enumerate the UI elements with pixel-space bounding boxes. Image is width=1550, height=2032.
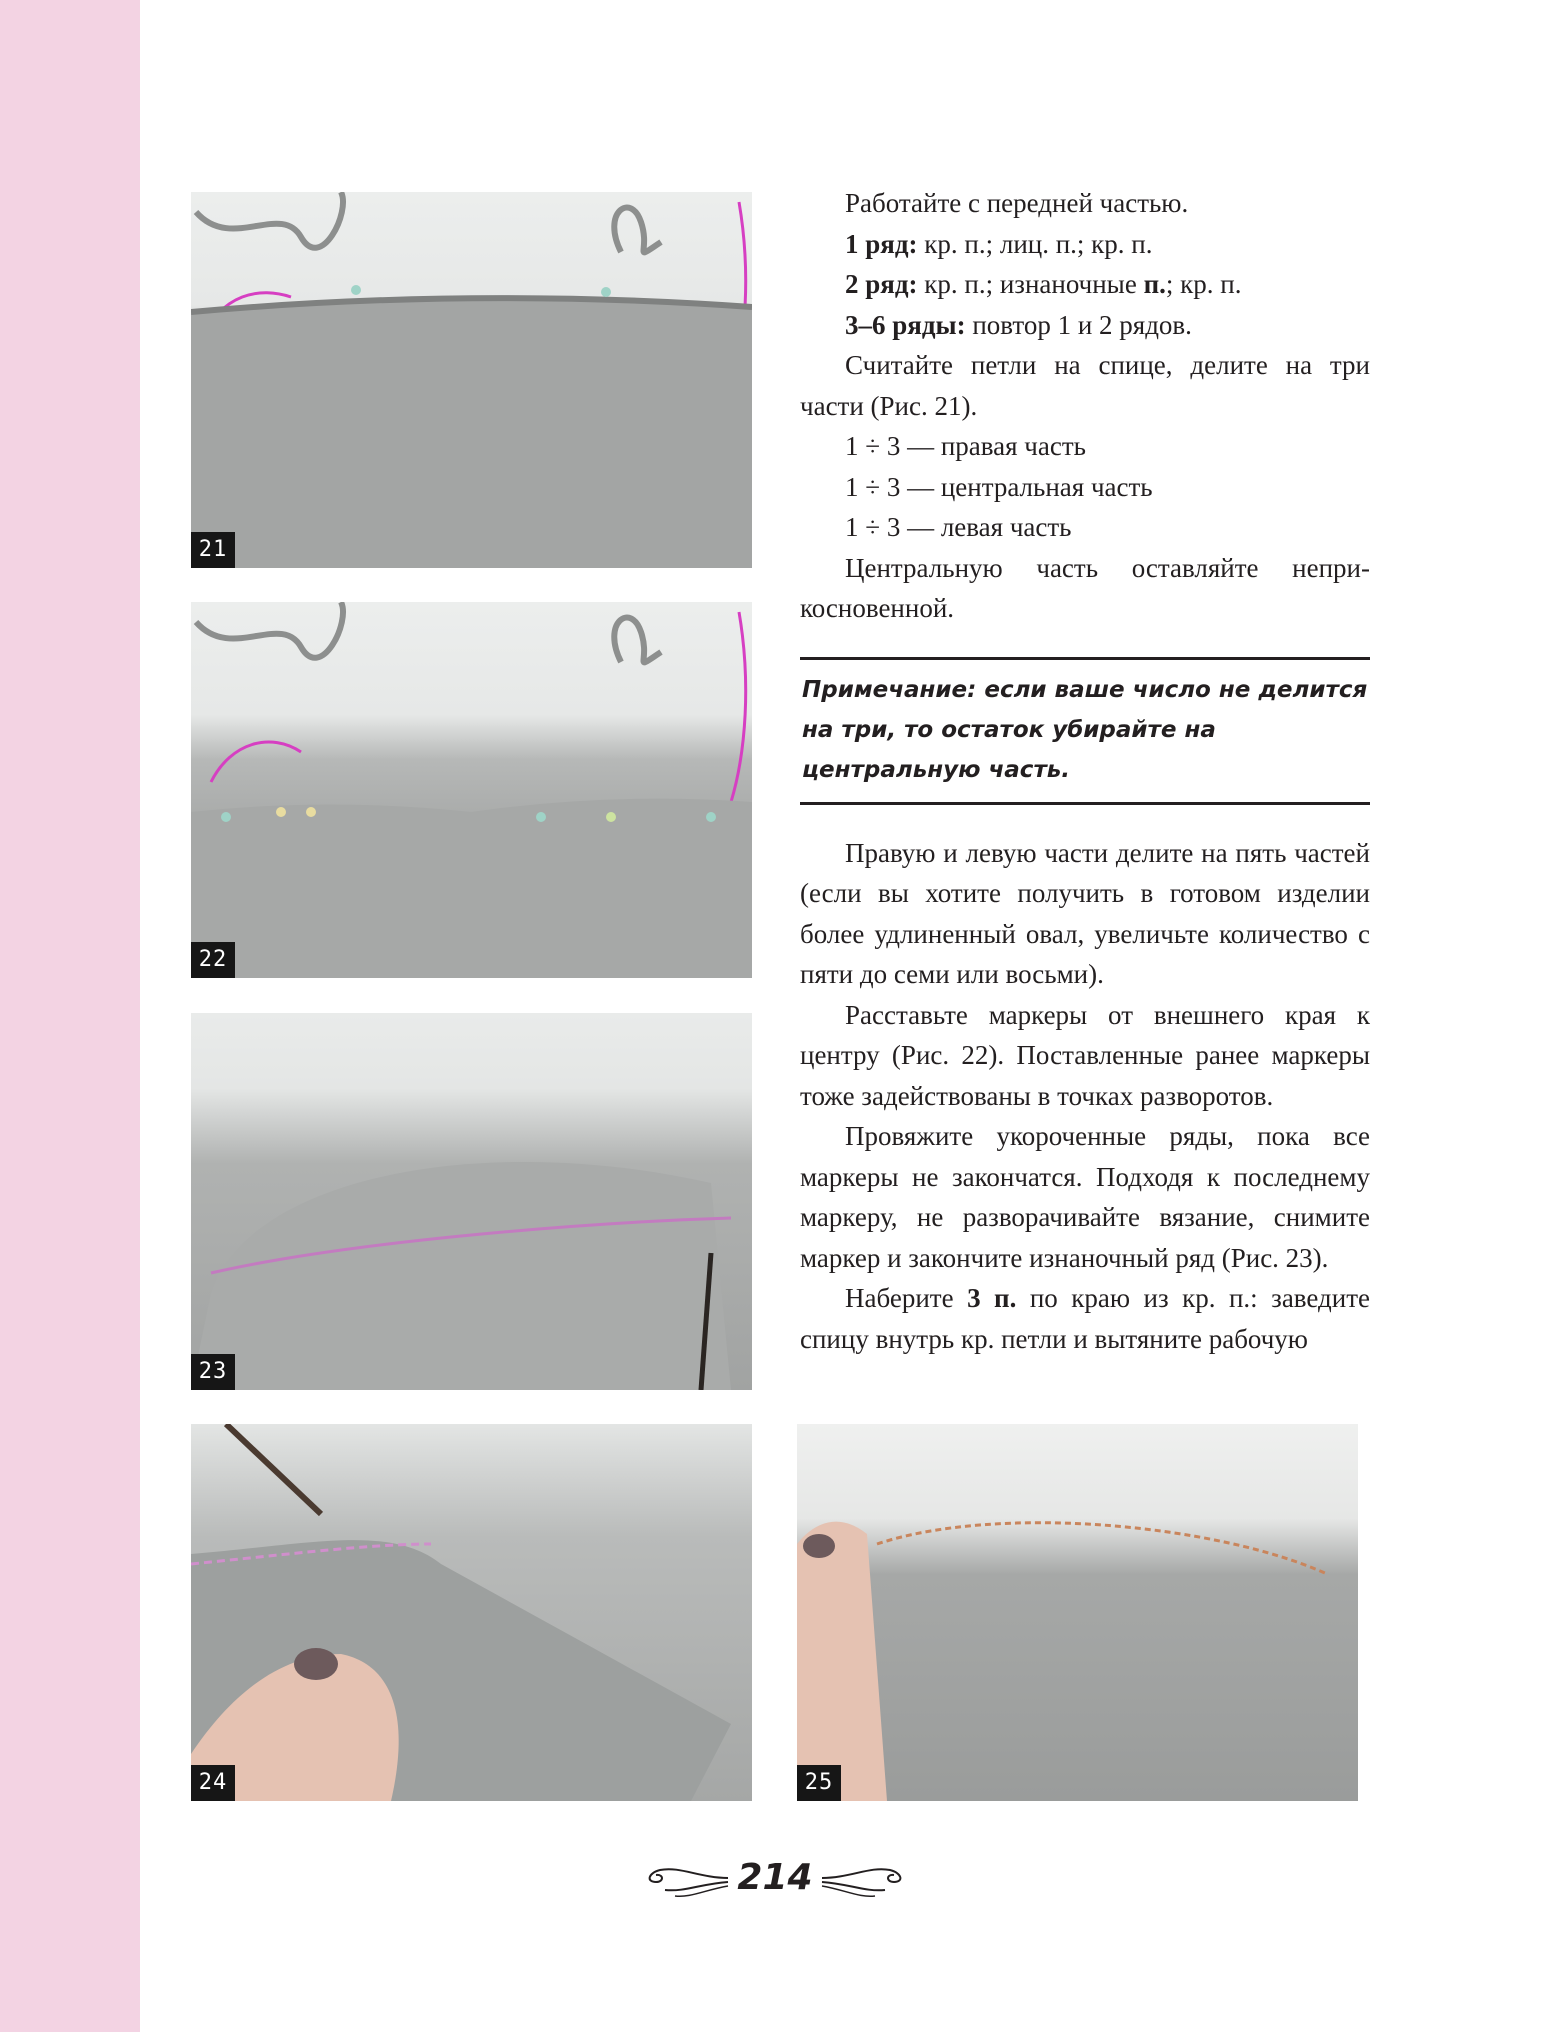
note-box: Примечание: если ваше число не делится на три, то остаток убирайте на центральную часть. xyxy=(800,657,1370,805)
figure-21-photo xyxy=(191,192,752,568)
pink-side-band xyxy=(0,0,140,2032)
part-center: 1 ÷ 3 — центральная часть xyxy=(845,471,1153,502)
text-run: Наберите xyxy=(845,1283,968,1313)
part-left: 1 ÷ 3 — левая часть xyxy=(845,512,1072,542)
paragraph xyxy=(800,1278,1370,1359)
right-flourish-icon xyxy=(820,1856,910,1900)
row-text: кр. п.; изнаночные xyxy=(917,269,1144,299)
figure-label: 23 xyxy=(191,1354,235,1390)
row-3-6-instruction xyxy=(800,305,1370,346)
knitting-illustration xyxy=(191,1013,752,1390)
text-run: по краю из кр. п.: заведите спицу внутрь кр. петли и вытяните рабочую xyxy=(800,1283,1370,1354)
row-text-bold: п. xyxy=(1143,269,1166,299)
figure-23-photo xyxy=(191,1013,752,1390)
row-label: 3–6 ряды: xyxy=(845,309,966,340)
left-flourish-icon xyxy=(640,1856,730,1900)
part-right: 1 ÷ 3 — правая часть xyxy=(845,431,1086,461)
paragraph: Расставьте маркеры от внешнего края к центру (Рис. 22). Поставленные ранее маркеры тоже задействованы в точках разворотов. xyxy=(800,999,1370,1111)
paragraph: Центральную часть оставляйте неприкосновенной. xyxy=(800,552,1370,623)
row-2-instruction xyxy=(800,264,1370,305)
row-text: ; кр. п. xyxy=(1165,269,1242,299)
row-text: кр. п.; лиц. п.; кр. п. xyxy=(917,228,1153,259)
figure-label: 25 xyxy=(797,1765,841,1801)
figure-label: 22 xyxy=(191,942,235,978)
paragraph: Правую и левую части делите на пять частей (если вы хотите получить в готовом изделии более удлиненный овал, увеличьте количество с пяти до семи или восьми). xyxy=(800,837,1370,989)
knitting-illustration xyxy=(191,1424,752,1801)
row-label: 1 ряд: xyxy=(845,228,918,259)
text-run-bold: 3 п. xyxy=(967,1283,1017,1313)
row-1-instruction xyxy=(800,224,1370,265)
paragraph: Работайте с передней частью. xyxy=(845,188,1189,218)
page-footer xyxy=(640,1850,910,1906)
figure-22-photo xyxy=(191,602,752,978)
figure-label: 24 xyxy=(191,1765,235,1801)
figure-label: 21 xyxy=(191,532,235,568)
row-label: 2 ряд: xyxy=(845,269,918,299)
row-text: повтор 1 и 2 рядов. xyxy=(965,309,1192,340)
paragraph: Провяжите укороченные ряды, пока все маркеры не закончатся. Подходя к последнему маркеру, не разворачивайте вязание, снимите маркер и закончите изнаночный ряд (Рис. 23). xyxy=(800,1121,1370,1273)
instruction-text xyxy=(800,183,1370,1359)
knitting-illustration xyxy=(797,1424,1358,1801)
paragraph: Считайте петли на спице, делите на три части (Рис. 21). xyxy=(800,350,1370,421)
figure-25-photo xyxy=(797,1424,1358,1801)
knitting-illustration xyxy=(191,602,752,978)
knitting-illustration xyxy=(191,192,752,568)
figure-24-photo xyxy=(191,1424,752,1801)
page-number: 214 xyxy=(737,1857,813,1898)
